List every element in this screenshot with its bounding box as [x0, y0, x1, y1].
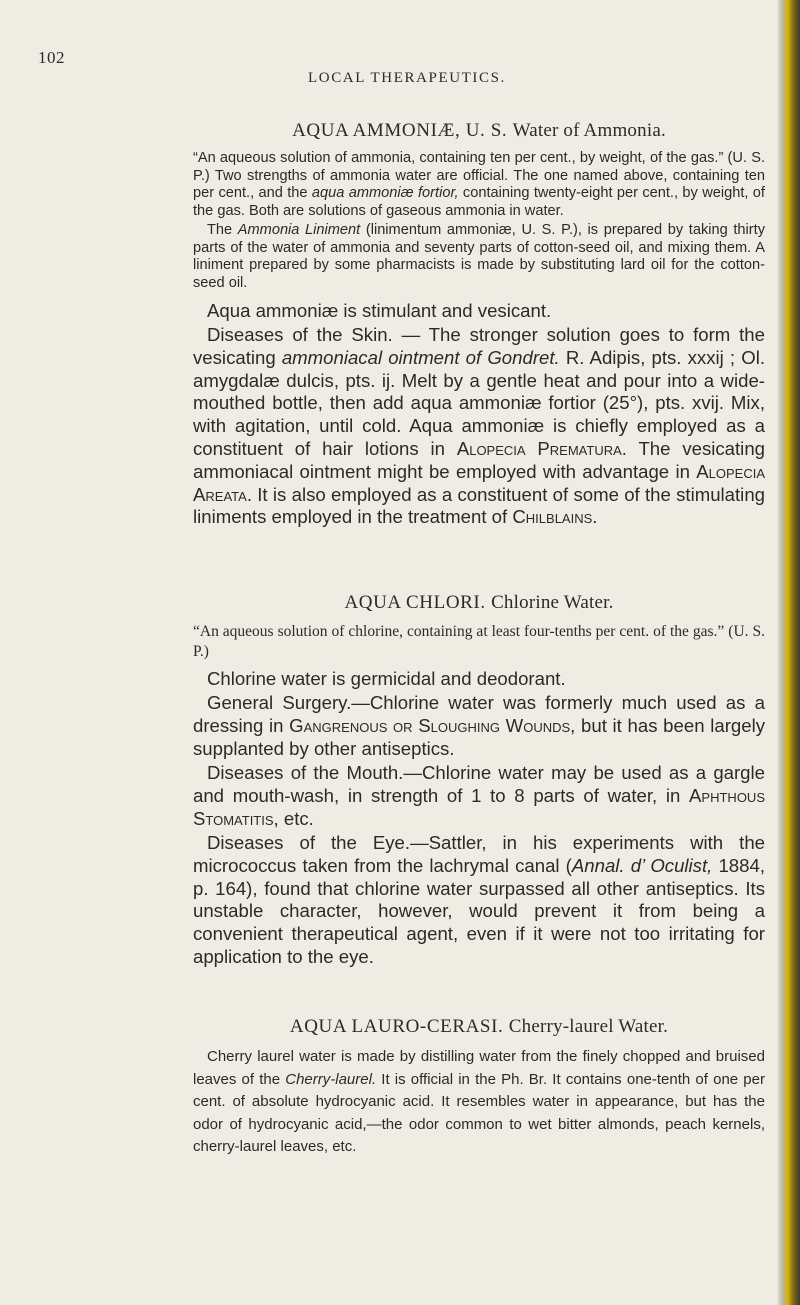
subheading-mouth: Diseases of the Mouth. — [207, 762, 404, 783]
heading-subtitle: Cherry-laurel Water. — [508, 1016, 669, 1037]
subheading-surgery: General Surgery. — [207, 692, 352, 713]
subheading-eye: Diseases of the Eye. — [207, 832, 411, 853]
running-head: LOCAL THERAPEUTICS. — [308, 70, 506, 86]
heading-subtitle: Water of Ammonia. — [512, 120, 666, 141]
eye-paragraph: Diseases of the Eye.—Sattler, in his experiments with the micrococcus taken from the lachrymal canal (Annal. d’ Oculist, 1884, p. 164), found that chlorine water surpassed all other antiseptics. Its unstable character, however, would prevent it from being a convenient therapeutical agent, even if it were not too irritating for application to the eye. — [193, 832, 766, 967]
official-definition: “An aqueous solution of ammonia, containing ten per cent., by weight, of the gas.” (U. S. P.) Two strengths of ammonia water are official. The one named above, containing ten per cent., and the aqua ammoniæ fortior, containing twenty-eight per cent., by weight, of the gas. Both are solutions of gaseous ammonia in water. — [193, 150, 765, 219]
action-paragraph: Chlorine water is germicidal and deodorant. — [207, 668, 566, 689]
mouth-paragraph: Diseases of the Mouth.—Chlorine water may be used as a gargle and mouth-wash, in strength of 1 to 8 parts of water, in Aphthous Stomatitis, etc. — [193, 762, 765, 829]
page-edge-shadow — [778, 0, 800, 1305]
surgery-paragraph: General Surgery.—Chlorine water was formerly much used as a dressing in Gangrenous or Sloughing Wounds, but it has been largely supplanted by other antiseptics. — [193, 692, 765, 759]
section-heading — [193, 1014, 765, 1040]
description-paragraph: Cherry laurel water is made by distilling water from the finely chopped and bruised leaves of the Cherry-laurel. It is official in the Ph. Br. It contains one-tenth of one per cent. of absolute hydrocyanic acid. It resembles water in appearance, but has the odor of hydrocyanic acid,—the odor common to wet bitter almonds, peach kernels, cherry-laurel leaves, etc. — [193, 1048, 765, 1156]
heading-title: AQUA LAURO-CERASI. — [289, 1016, 504, 1037]
subheading-skin: Diseases of the Skin. — [207, 324, 393, 345]
official-definition: “An aqueous solution of chlorine, containing at least four-tenths per cent. of the gas.” (U. S. P.) — [193, 623, 765, 660]
liniment-paragraph: The Ammonia Liniment (linimentum ammoniæ, U. S. P.), is prepared by taking thirty parts of the water of ammonia and seventy parts of cotton-seed oil, and mixing them. A liniment prepared by some pharmacists is made by substituting lard oil for the cotton-seed oil. — [193, 222, 766, 291]
section-heading — [193, 590, 765, 616]
heading-subtitle: Chlorine Water. — [491, 592, 614, 613]
section-heading — [193, 118, 765, 144]
action-paragraph: Aqua ammoniæ is stimulant and vesicant. — [207, 300, 552, 321]
heading-title: AQUA CHLORI. — [344, 592, 486, 613]
heading-title: AQUA AMMONIÆ, U. S. — [292, 120, 508, 141]
skin-paragraph: Diseases of the Skin. — The stronger solution goes to form the vesicating ammoniacal ointment of Gondret. R. Adipis, pts. xxxij ; Ol. amygdalæ dulcis, pts. ij. Melt by a gentle heat and pour into a wide-mouthed bottle, then add aqua ammoniæ fortior (25°), pts. xvij. Mix, with agitation, until cold. Aqua ammoniæ is chiefly employed as a constituent of hair lotions in Alopecia Prematura. The vesicating ammoniacal ointment might be employed with advantage in Alopecia Areata. It is also employed as a constituent of some of the stimulating liniments employed in the treatment of Chilblains. — [193, 324, 765, 528]
page-number: 102 — [38, 48, 65, 67]
